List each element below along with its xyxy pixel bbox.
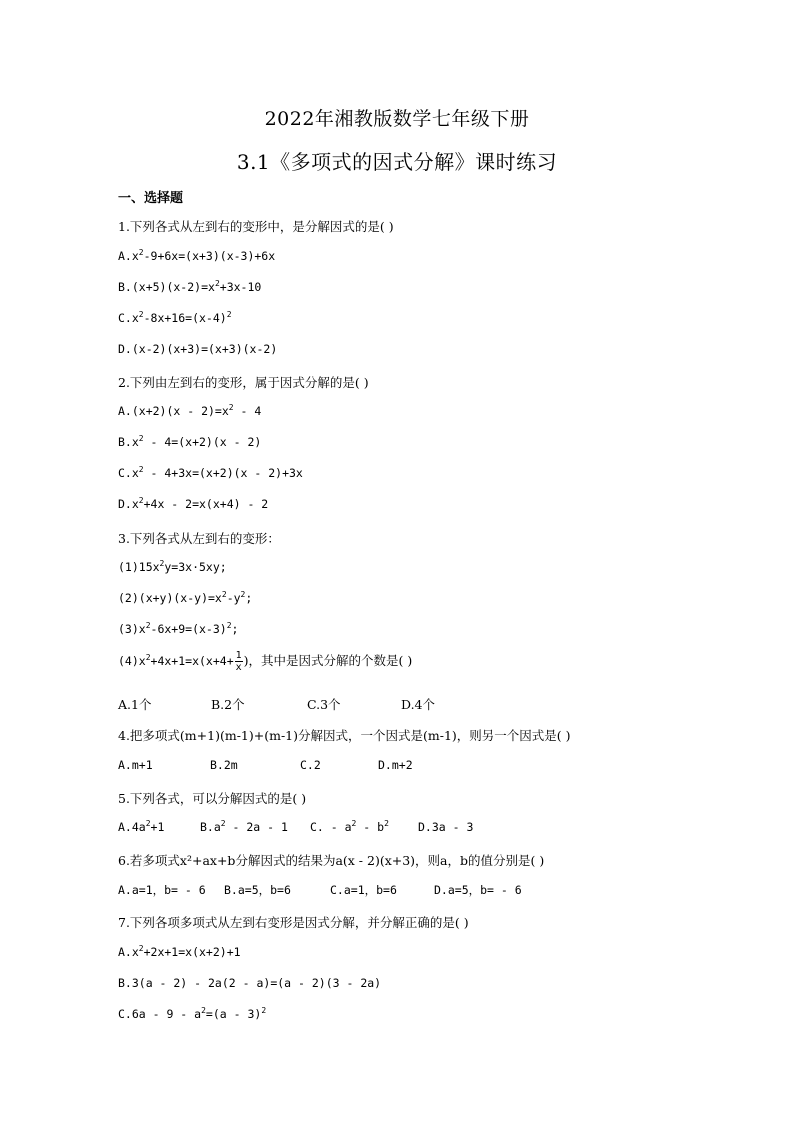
question-2-option-b: $B.x^2 - 4=(x+2)(x - 2)$ <box>118 434 262 449</box>
section-heading: 一、选择题 <box>118 191 184 206</box>
question-6-options <box>118 882 522 898</box>
question-5-stem: 5.下列各式，可以分解因式的是( ) <box>118 791 307 806</box>
fraction: $\frac{1}{x}$ <box>235 650 242 673</box>
question-5-options <box>118 820 473 834</box>
question-2-option-d: $D.x^2+4x - 2=x(x+4) - 2$ <box>118 496 269 511</box>
question-3-option-d: D.4个 <box>401 697 436 712</box>
question-1-option-a: $A.x^2-9+6x=(x+3)(x-3)+6x$ <box>118 248 276 263</box>
question-2-option-c: $C.x^2 - 4+3x=(x+2)(x - 2)+3x$ <box>118 465 303 480</box>
question-6-option-c: C.a=1，b=6 <box>330 883 397 897</box>
document-title: 2022年湘教版数学七年级下册 <box>264 108 530 130</box>
document-subtitle: 3.1《多项式的因式分解》课时练习 <box>236 150 558 174</box>
question-1-option-d: D.(x-2)(x+3)=(x+3)(x-2) <box>118 342 278 356</box>
question-3-item-4: $(4)x^2+4x+1=x(x+4+$ $\frac{1}{x}$ )，其中是因式分解的个数是( ) <box>118 650 413 673</box>
question-7-option-c: $C.6a - 9 - a^2=(a - 3)^2$ <box>118 1006 267 1021</box>
question-7-stem: 7.下列各项多项式从左到右变形是因式分解，并分解正确的是( ) <box>118 915 469 930</box>
question-1-stem: 1.下列各式从左到右的变形中，是分解因式的是( ) <box>118 219 394 234</box>
question-3-option-c: C.3个 <box>307 697 341 712</box>
question-3-option-b: B.2个 <box>211 697 245 712</box>
question-3-item-1: $(1)15x^2y=3x\cdot 5xy$; <box>118 559 227 574</box>
question-5-option-b: $B.a^2 - 2a - 1$ <box>200 819 288 834</box>
question-6-option-d: D.a=5，b= - 6 <box>434 883 522 897</box>
question-3-options <box>118 695 435 713</box>
question-7-option-b: B.3(a - 2) - 2a(2 - a)=(a - 2)(3 - 2a) <box>118 976 382 990</box>
question-1-option-b: $B.(x+5)(x-2)=x^2+3x-10$ <box>118 279 262 294</box>
question-6-option-b: B.a=5，b=6 <box>224 883 291 897</box>
question-3-stem: 3.下列各式从左到右的变形： <box>118 531 280 546</box>
question-6-stem: 6.若多项式x²+ax+b分解因式的结果为a(x - 2)(x+3)，则a，b的值分别是( ) <box>118 853 545 868</box>
question-4-option-d: D.m+2 <box>378 758 413 772</box>
question-4-stem: 4.把多项式(m+1)(m-1)+(m-1)分解因式，一个因式是(m-1)，则另一个因式是( ) <box>118 728 571 743</box>
question-4-option-c: C.2 <box>300 758 321 772</box>
question-3-item-2: $(2)(x+y)(x-y)=x^2-y^2$; <box>118 590 253 605</box>
question-2-option-a: $A.(x+2)(x - 2)=x^2 - 4$ <box>118 403 262 418</box>
question-5-option-a: $A.4a^2+1$ <box>118 819 165 834</box>
question-5-option-c: C. - $a^2 - b^2$ <box>310 819 389 834</box>
question-4-options <box>118 758 413 772</box>
question-7-option-a: $A.x^2+2x+1=x(x+2)+1$ <box>118 944 241 959</box>
question-3-option-a: A.1个 <box>118 697 152 712</box>
question-2-stem: 2.下列由左到右的变形，属于因式分解的是( ) <box>118 375 369 390</box>
question-3-item-3: $(3)x^2-6x+9=(x-3)^2$; <box>118 621 239 636</box>
question-4-option-a: A.m+1 <box>118 758 153 772</box>
question-4-option-b: B.2m <box>210 758 238 772</box>
question-1-option-c: $C.x^2-8x+16=(x-4)^2$ <box>118 310 232 325</box>
question-5-option-d: D.3a - 3 <box>418 820 474 834</box>
question-6-option-a: A.a=1，b= - 6 <box>118 883 206 897</box>
